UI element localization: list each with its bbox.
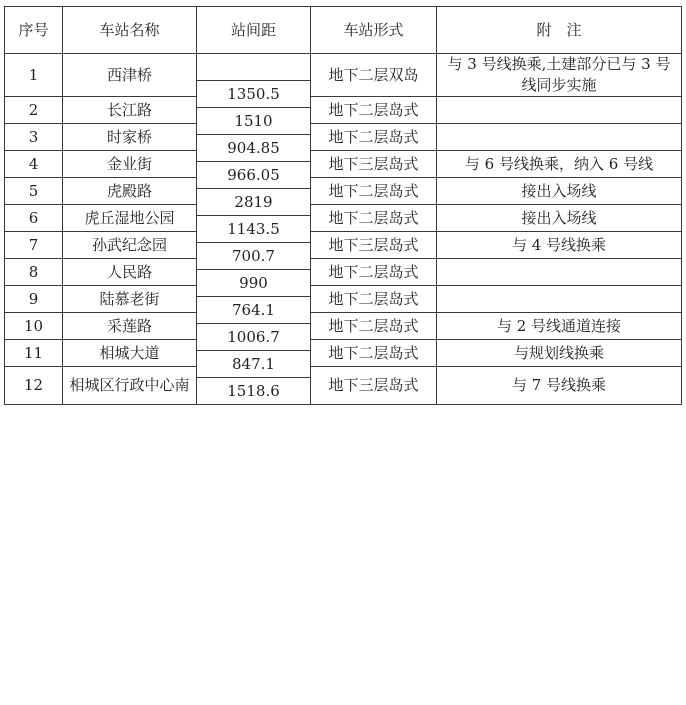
- station-table: [4, 6, 682, 405]
- station-form: 地下二层岛式: [311, 286, 437, 313]
- table-row: [5, 232, 682, 243]
- station-name: 西津桥: [63, 54, 197, 97]
- table-row: [5, 178, 682, 189]
- table-row: [5, 54, 682, 81]
- table-row: [5, 367, 682, 378]
- station-seq: 11: [5, 340, 63, 367]
- table-row: [5, 151, 682, 162]
- station-name: 相城大道: [63, 340, 197, 367]
- station-note: 接出入场线: [437, 178, 682, 205]
- station-seq: 7: [5, 232, 63, 259]
- station-name: 虎殿路: [63, 178, 197, 205]
- header-note: 附 注: [437, 7, 682, 54]
- station-seq: 4: [5, 151, 63, 178]
- station-note: 与 3 号线换乘,土建部分已与 3 号线同步实施: [437, 54, 682, 97]
- header-form: 车站形式: [311, 7, 437, 54]
- station-name: 孙武纪念园: [63, 232, 197, 259]
- station-form: 地下二层岛式: [311, 340, 437, 367]
- distance-value: 1006.7: [197, 324, 311, 351]
- station-note: [437, 97, 682, 124]
- station-seq: 9: [5, 286, 63, 313]
- table-row: [5, 313, 682, 324]
- station-seq: 2: [5, 97, 63, 124]
- station-name: 陆慕老街: [63, 286, 197, 313]
- table-row: [5, 205, 682, 216]
- table-row: [5, 340, 682, 351]
- header-distance: 站间距: [197, 7, 311, 54]
- distance-value: 990: [197, 270, 311, 297]
- table-row: [5, 124, 682, 135]
- station-seq: 6: [5, 205, 63, 232]
- table-row: [5, 97, 682, 108]
- station-form: 地下二层岛式: [311, 124, 437, 151]
- station-form: 地下二层岛式: [311, 97, 437, 124]
- station-note: 与 7 号线换乘: [437, 367, 682, 405]
- station-note: 与规划线换乘: [437, 340, 682, 367]
- distance-value: 764.1: [197, 297, 311, 324]
- station-seq: 3: [5, 124, 63, 151]
- station-name: 长江路: [63, 97, 197, 124]
- station-seq: 1: [5, 54, 63, 97]
- station-name: 虎丘湿地公园: [63, 205, 197, 232]
- distance-value: 1518.6: [197, 378, 311, 405]
- station-note: [437, 259, 682, 286]
- station-form: 地下三层岛式: [311, 151, 437, 178]
- header-seq: 序号: [5, 7, 63, 54]
- distance-value: 847.1: [197, 351, 311, 378]
- station-form: 地下三层岛式: [311, 232, 437, 259]
- distance-value: 1350.5: [197, 81, 311, 108]
- distance-blank: [197, 54, 311, 81]
- header-row: [5, 7, 682, 54]
- header-name: 车站名称: [63, 7, 197, 54]
- station-seq: 12: [5, 367, 63, 405]
- station-seq: 5: [5, 178, 63, 205]
- station-note: [437, 286, 682, 313]
- station-note: [437, 124, 682, 151]
- station-name: 相城区行政中心南: [63, 367, 197, 405]
- station-note: 与 2 号线通道连接: [437, 313, 682, 340]
- station-seq: 8: [5, 259, 63, 286]
- distance-value: 1143.5: [197, 216, 311, 243]
- station-form: 地下二层岛式: [311, 313, 437, 340]
- distance-value: 904.85: [197, 135, 311, 162]
- station-note: 与 4 号线换乘: [437, 232, 682, 259]
- station-name: 时家桥: [63, 124, 197, 151]
- distance-value: 2819: [197, 189, 311, 216]
- distance-value: 700.7: [197, 243, 311, 270]
- station-form: 地下二层岛式: [311, 178, 437, 205]
- table-row: [5, 259, 682, 270]
- distance-value: 1510: [197, 108, 311, 135]
- station-form: 地下二层双岛: [311, 54, 437, 97]
- station-seq: 10: [5, 313, 63, 340]
- station-form: 地下三层岛式: [311, 367, 437, 405]
- station-name: 人民路: [63, 259, 197, 286]
- station-note: 与 6 号线换乘，纳入 6 号线: [437, 151, 682, 178]
- station-form: 地下二层岛式: [311, 205, 437, 232]
- distance-value: 966.05: [197, 162, 311, 189]
- station-name: 采莲路: [63, 313, 197, 340]
- station-note: 接出入场线: [437, 205, 682, 232]
- station-name: 金业街: [63, 151, 197, 178]
- table-row: [5, 286, 682, 297]
- station-form: 地下二层岛式: [311, 259, 437, 286]
